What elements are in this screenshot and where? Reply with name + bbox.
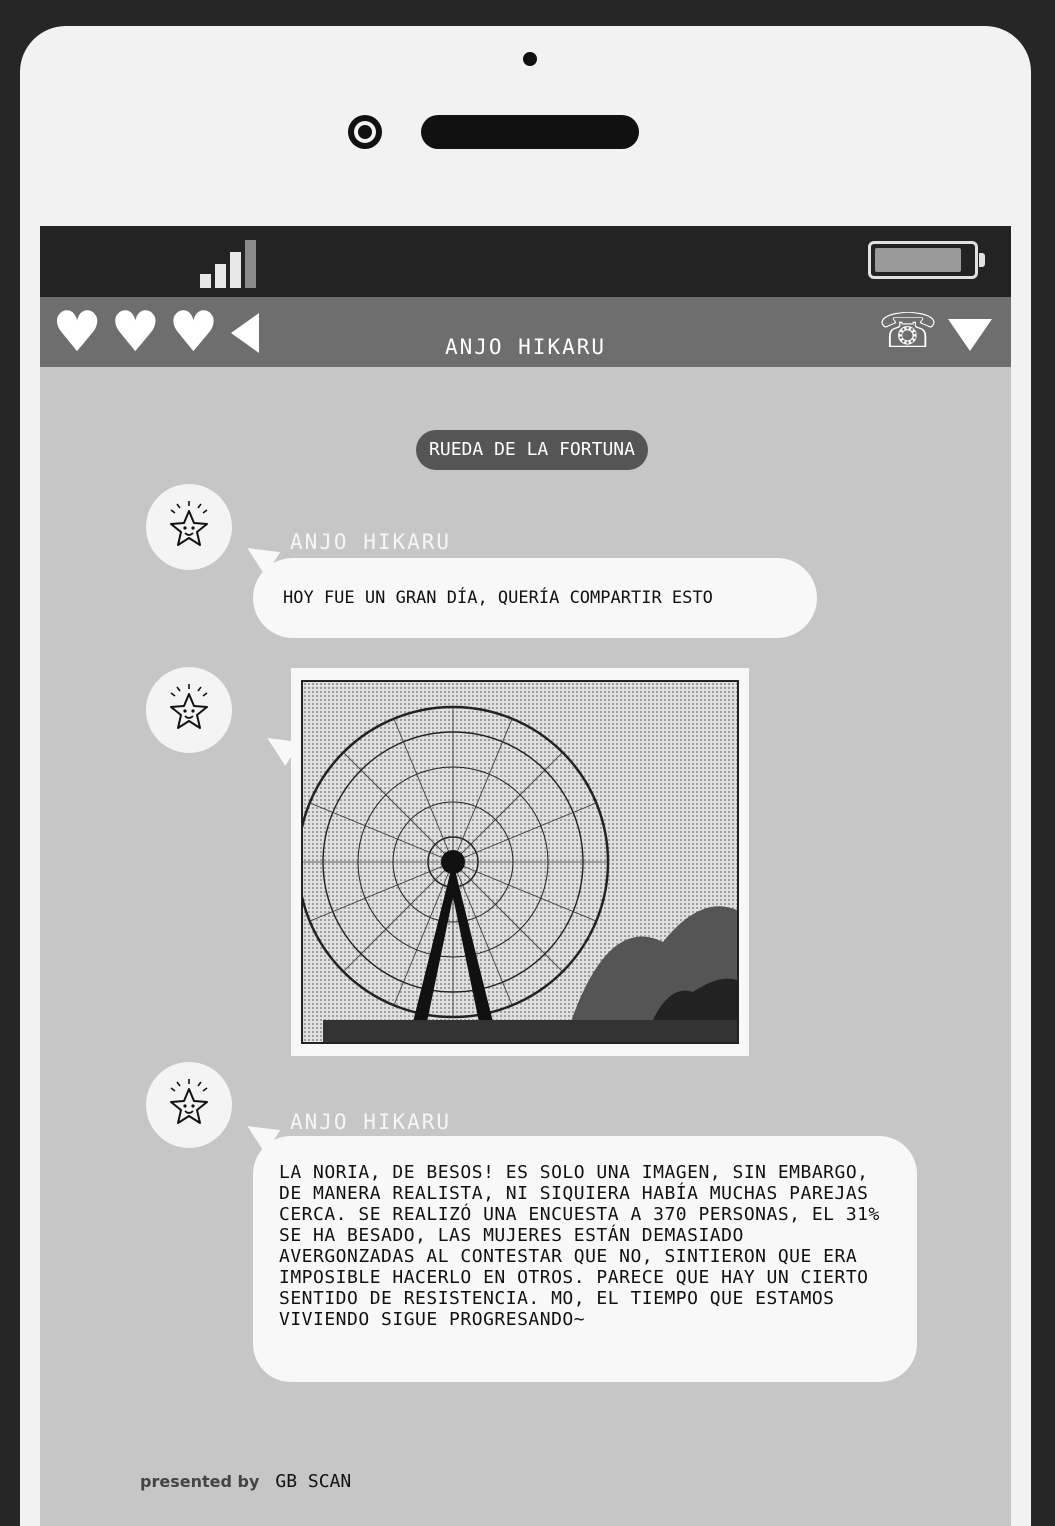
- message-bubble: HOY FUE UN GRAN DÍA, QUERÍA COMPARTIR ESTO: [253, 558, 817, 638]
- heart-icon: ♥: [52, 300, 103, 365]
- star-face-icon[interactable]: [146, 484, 232, 570]
- earpiece-speaker: [421, 115, 639, 149]
- heart-icon: ♥: [110, 300, 161, 365]
- star-face-icon[interactable]: [146, 1062, 232, 1148]
- credit-name: GB SCAN: [275, 1471, 352, 1492]
- phone-frame: [20, 26, 1031, 1526]
- sensor-dot: [523, 52, 537, 66]
- battery-icon: [868, 241, 978, 279]
- credit-prefix: presented by: [140, 1472, 260, 1491]
- contact-name: ANJO HIKARU: [444, 335, 607, 359]
- phone-screen: [40, 226, 1011, 1526]
- chat-header: [40, 297, 1011, 367]
- ferris-wheel-photo[interactable]: [291, 668, 749, 1056]
- front-camera: [348, 115, 382, 149]
- telephone-icon[interactable]: ☏: [878, 303, 939, 359]
- message-bubble: LA NORIA, DE BESOS! ES SOLO UNA IMAGEN, SIN EMBARGO, DE MANERA REALISTA, NI SIQUIERA HABÍA MUCHAS PAREJAS CERCA. SE REALIZÓ UNA ENCUESTA A 370 PERSONAS, EL 31% SE HA BESADO, LAS MUJERES ESTÁN DEMASIADO AVERGONZADAS AL CONTESTAR QUE NO, SINTIERON QUE ERA IMPOSIBLE HACERLO EN OTROS. PARECE QUE HAY UN CIERTO SENTIDO DE RESISTENCIA. MO, EL TIEMPO QUE ESTAMOS VIVIENDO SIGUE PROGRESANDO~: [253, 1136, 917, 1382]
- star-face-icon[interactable]: [146, 667, 232, 753]
- sender-name: ANJO HIKARU: [290, 530, 452, 554]
- heart-icon: ♥: [168, 300, 219, 365]
- status-bar: [40, 226, 1011, 297]
- sender-name: ANJO HIKARU: [290, 1110, 452, 1134]
- topic-chip: RUEDA DE LA FORTUNA: [416, 430, 648, 470]
- credit-line: [140, 1471, 351, 1492]
- dropdown-arrow-icon[interactable]: [948, 319, 992, 351]
- signal-bars-icon: [200, 238, 260, 288]
